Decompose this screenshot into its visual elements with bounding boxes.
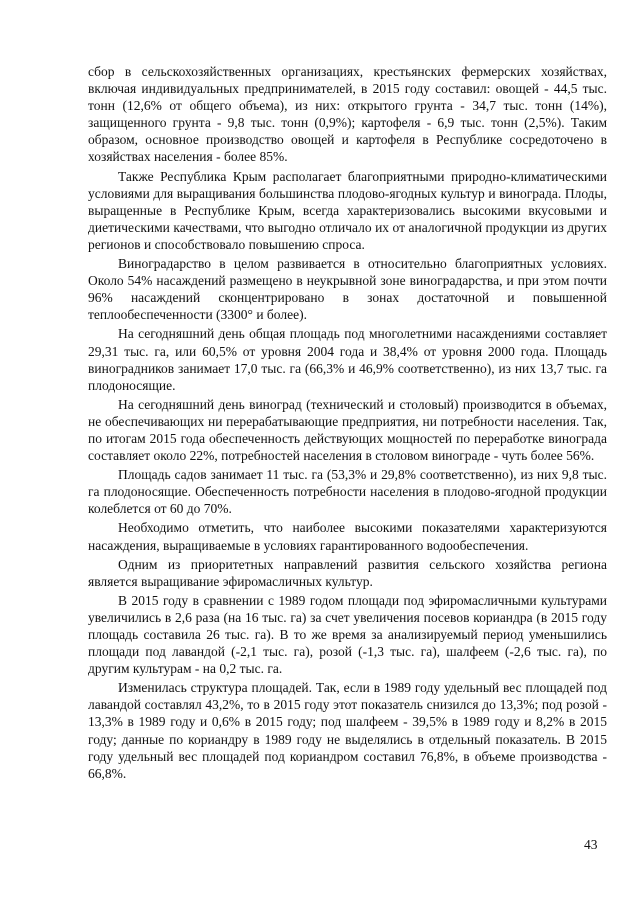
paragraph-grape-production: На сегодняшний день виноград (технический и столовый) производится в объемах, не обеспечивающих ни перерабатывающие предприятия, ни потребности населения. Так, по итогам 2015 года обеспеченность действующих мощностей по переработке винограда составляет около 22%, потребностей населения в столовом винограде - чуть более 56%. [88, 396, 607, 464]
paragraph-orchards: Площадь садов занимает 11 тыс. га (53,3% и 29,8% соответственно), из них 9,8 тыс. га плодоносящие. Обеспеченность потребности населения в плодово-ягодной продукции колеблется от 60 до 70%. [88, 467, 607, 517]
paragraph-crimea-climate: Также Республика Крым располагает благоприятными природно-климатическими условиями для выращивания большинства плодово-ягодных культур и винограда. Плоды, выращенные в Республике Крым, всегда характеризовались высокими вкусовыми и диетическими качествами, что выгодно отличало их от аналогичной продукции из других регионов и способствовало повышению спроса. [88, 168, 607, 252]
body-text [88, 63, 607, 784]
paragraph-essential-oil: Одним из приоритетных направлений развития сельского хозяйства региона является выращивание эфиромасличных культур. [88, 556, 607, 589]
paragraph-perennial-area: На сегодняшний день общая площадь под многолетними насаждениями составляет 29,31 тыс. га, или 60,5% от уровня 2004 года и 38,4% от уровня 2000 года. Площадь виноградников занимает 17,0 тыс. га (66,3% и 46,9% соответственно), из них 13,7 тыс. га плодоносящие. [88, 326, 607, 393]
paragraph-irrigation: Необходимо отметить, что наиболее высокими показателями характеризуются насаждения, выращиваемые в условиях гарантированного водообеспечения. [88, 520, 607, 553]
paragraph-essential-oil-area: В 2015 году в сравнении с 1989 годом площади под эфиромасличными культурами увеличились в 2,6 раза (на 16 тыс. га) за счет увеличения посевов кориандра (в 2015 году площадь составила 26 тыс. га). В то же время за анализируемый период уменьшились площади под лавандой (-2,1 тыс. га), розой (-1,3 тыс. га), шалфеем (-2,6 тыс. га), по другим культурам - на 0,2 тыс. га. [88, 592, 607, 677]
paragraph-continuation: сбор в сельскохозяйственных организациях, крестьянских фермерских хозяйствах, включая индивидуальных предпринимателей, в 2015 году составил: овощей - 44,5 тыс. тонн (12,6% от общего объема), из них: открытого грунта - 34,7 тыс. тонн (14%), защищенного грунта - 9,8 тыс. тонн (0,9%); картофеля - 6,9 тыс. тонн (2,5%). Таким образом, основное производство овощей и картофеля в Республике сосредоточено в хозяйствах населения - более 85%. [88, 64, 607, 165]
paragraph-viticulture: Виноградарство в целом развивается в относительно благоприятных условиях. Около 54% насаждений размещено в неукрывной зоне виноградарства, и при этом почти 96% насаждений сконцентрировано в зонах достаточной и повышенной теплообеспеченности (3300° и более). [88, 256, 607, 323]
paragraph-area-structure: Изменилась структура площадей. Так, если в 1989 году удельный вес площадей под лавандой составлял 43,2%, то в 2015 году этот показатель снизился до 13,3%; под розой - 13,3% в 1989 году и 0,6% в 2015 году; под шалфеем - 39,5% в 1989 году и 8,2% в 2015 году; данные по кориандру в 1989 году не выделялись в отдельный показатель. В 2015 году удельный вес площадей под кориандром составил 76,8%, в объеме производства - 66,8%. [88, 680, 607, 781]
page-number: 43 [584, 837, 598, 852]
